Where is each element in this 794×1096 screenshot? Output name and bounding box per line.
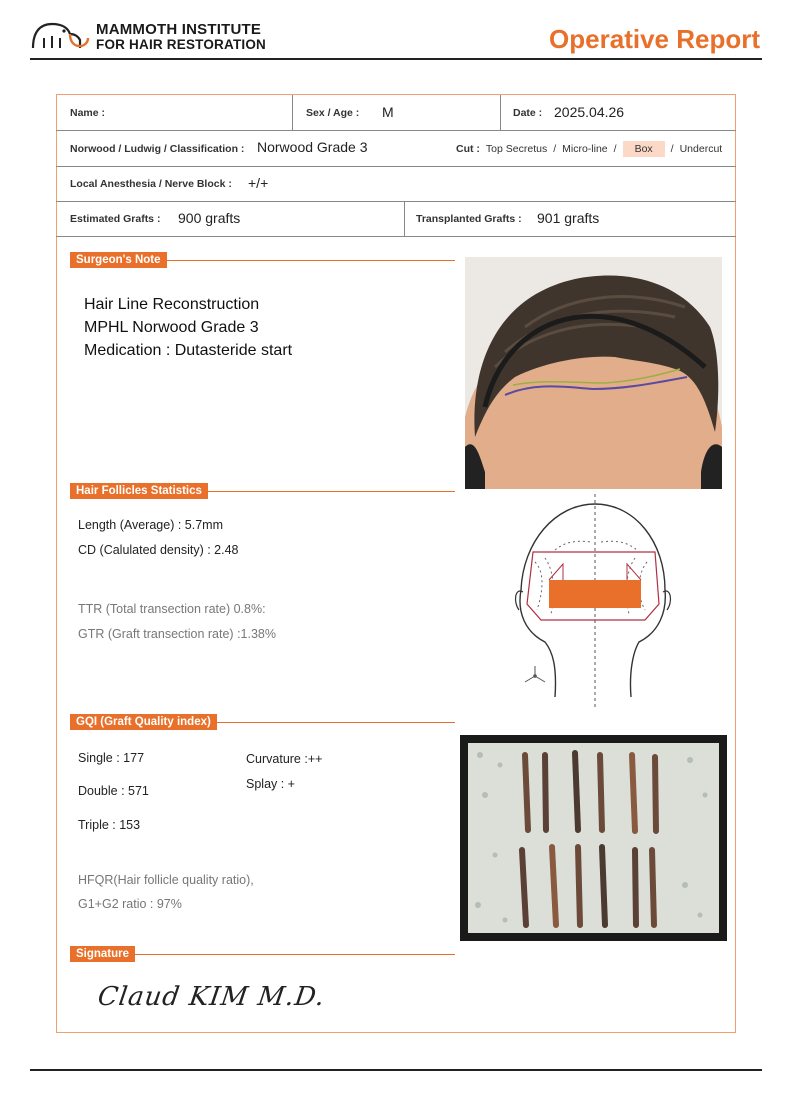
row-divider	[56, 236, 736, 237]
transplanted-grafts-label: Transplanted Grafts :	[416, 213, 522, 225]
total-transection-rate: TTR (Total transection rate) 0.8%:	[78, 602, 266, 616]
mammoth-logo-icon	[30, 20, 90, 50]
brand-name-line1: MAMMOTH INSTITUTE	[96, 21, 262, 38]
row-divider	[56, 166, 736, 167]
cut-separator: /	[613, 143, 617, 155]
report-title: Operative Report	[549, 24, 760, 54]
header-divider	[30, 58, 762, 60]
cell-divider	[500, 95, 501, 130]
splay-value: Splay : +	[246, 777, 295, 791]
section-rule	[135, 954, 455, 955]
name-label: Name :	[70, 107, 106, 119]
row-divider	[56, 201, 736, 202]
transplanted-grafts-field[interactable]: 901 grafts	[537, 210, 600, 226]
surgeon-note-body	[84, 293, 292, 362]
surgeon-signature: Claud KIM M.D.	[95, 982, 328, 1012]
cut-separator: /	[553, 143, 557, 155]
estimated-grafts-label: Estimated Grafts :	[70, 213, 161, 225]
brand-name-line2: FOR HAIR RESTORATION	[96, 37, 267, 52]
anesthesia-label: Local Anesthesia / Nerve Block :	[70, 178, 232, 190]
gqi-title: GQI (Graft Quality index)	[70, 714, 217, 730]
estimated-grafts-field[interactable]: 900 grafts	[178, 210, 241, 226]
hfqr-label: HFQR(Hair follicle quality ratio),	[78, 873, 254, 887]
cut-option-micro-line[interactable]: Micro-line	[562, 143, 608, 155]
cut-label: Cut :	[456, 143, 480, 155]
signature-title: Signature	[70, 946, 135, 962]
triple-count: Triple : 153	[78, 818, 141, 832]
single-count: Single : 177	[78, 751, 145, 765]
cut-options	[456, 141, 722, 157]
anesthesia-field[interactable]: +/+	[248, 175, 269, 191]
sex-age-label: Sex / Age :	[306, 107, 360, 119]
follicle-stats-title: Hair Follicles Statistics	[70, 483, 208, 499]
cut-option-box-selected[interactable]: Box	[623, 141, 665, 157]
donor-area-diagram	[505, 492, 680, 712]
classification-label: Norwood / Ludwig / Classification :	[70, 143, 245, 155]
surgeon-note-header	[70, 251, 455, 269]
surgeon-note-title: Surgeon's Note	[70, 252, 167, 268]
cell-divider	[292, 95, 293, 130]
axis-gizmo-icon	[525, 666, 545, 682]
note-line: MPHL Norwood Grade 3	[84, 319, 259, 336]
date-label: Date :	[513, 107, 543, 119]
signature-header	[70, 945, 455, 963]
cut-option-undercut[interactable]: Undercut	[679, 143, 723, 155]
note-line: Hair Line Reconstruction	[84, 296, 260, 313]
row-divider	[56, 130, 736, 131]
length-average: Length (Average) : 5.7mm	[78, 518, 223, 532]
graft-transection-rate: GTR (Graft transection rate) :1.38%	[78, 627, 276, 641]
gqi-header	[70, 713, 455, 731]
section-rule	[217, 722, 455, 723]
curvature-value: Curvature :++	[246, 752, 323, 766]
classification-field[interactable]: Norwood Grade 3	[257, 139, 368, 155]
section-rule	[167, 260, 455, 261]
double-count: Double : 571	[78, 784, 149, 798]
cut-separator: /	[670, 143, 674, 155]
date-field[interactable]: 2025.04.26	[554, 104, 625, 120]
hairline-photo	[465, 257, 722, 489]
sex-age-field[interactable]: M	[382, 104, 394, 120]
calculated-density: CD (Calulated density) : 2.48	[78, 543, 239, 557]
cut-option-top-secretus[interactable]: Top Secretus	[485, 143, 548, 155]
section-rule	[208, 491, 455, 492]
cell-divider	[404, 201, 405, 236]
graft-microscope-photo	[460, 735, 727, 941]
g1-g2-ratio: G1+G2 ratio : 97%	[78, 897, 182, 911]
note-line: Medication : Dutasteride start	[84, 342, 293, 359]
footer-divider	[30, 1069, 762, 1071]
follicle-stats-header	[70, 482, 455, 500]
